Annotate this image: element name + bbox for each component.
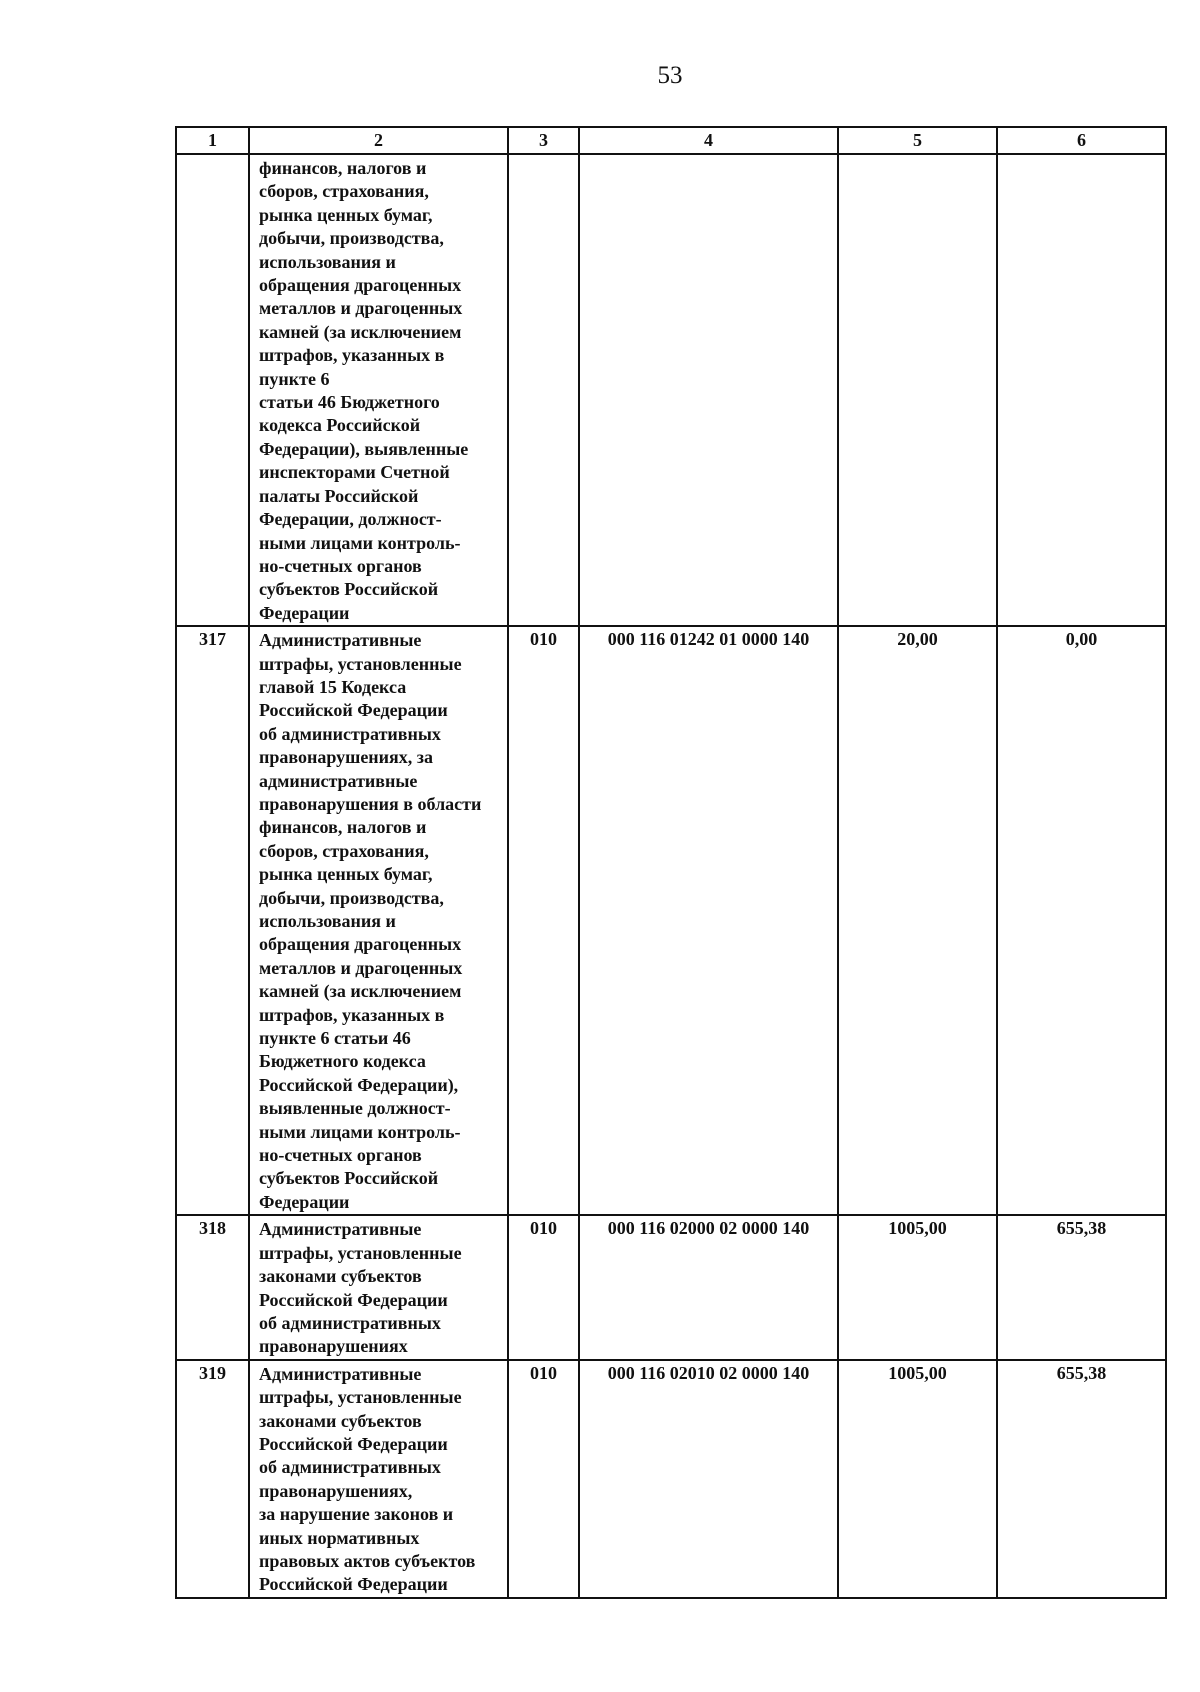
row-classification-code: [579, 154, 838, 626]
description-line: сборов, страхования,: [259, 840, 429, 861]
description-line: ными лицами контроль-: [259, 1121, 461, 1142]
description-line: Российской Федерации: [259, 1574, 448, 1595]
row-number: 317: [176, 626, 249, 1215]
description-line: Административные: [259, 630, 422, 651]
description-line: Административные: [259, 1219, 422, 1240]
description-line: металлов и драгоценных: [259, 298, 463, 319]
description-line: субъектов Российской: [259, 1168, 439, 1189]
header-col-2: 2: [249, 127, 508, 154]
description-line: штрафы, установленные: [259, 1242, 462, 1263]
description-line: добычи, производства,: [259, 887, 444, 908]
description-line: административные: [259, 770, 418, 791]
description-line: правонарушениях,: [259, 1480, 413, 1501]
row-classification-code: 000 116 02010 02 0000 140: [579, 1360, 838, 1598]
description-line: использования и: [259, 251, 396, 272]
row-number: 319: [176, 1360, 249, 1598]
description-line: кодекса Российской: [259, 415, 421, 436]
page-number: 53: [657, 62, 683, 89]
row-description: [249, 1215, 508, 1359]
description-line: металлов и драгоценных: [259, 957, 463, 978]
description-line: выявленные должност-: [259, 1098, 451, 1119]
row-code: 010: [508, 1215, 579, 1359]
description-line: обращения драгоценных: [259, 275, 462, 296]
description-line: за нарушение законов и: [259, 1504, 454, 1525]
description-line: камней (за исключением: [259, 981, 462, 1002]
row-number: 318: [176, 1215, 249, 1359]
description-line: Российской Федерации),: [259, 1074, 459, 1095]
description-line: инспекторами Счетной: [259, 462, 450, 483]
table-row: [176, 154, 1166, 626]
description-line: Федерации), выявленные: [259, 438, 469, 459]
row-value-actual: 655,38: [997, 1360, 1166, 1598]
description-line: финансов, налогов и: [259, 158, 427, 178]
description-line: законами субъектов: [259, 1266, 422, 1287]
table-row: [176, 1215, 1166, 1359]
description-line: ными лицами контроль-: [259, 532, 461, 553]
row-value-actual: 0,00: [997, 626, 1166, 1215]
row-description: [249, 154, 508, 626]
description-line: палаты Российской: [259, 485, 419, 506]
description-line: Бюджетного кодекса: [259, 1051, 426, 1072]
description-line: субъектов Российской: [259, 579, 439, 600]
description-line: правовых актов субъектов: [259, 1550, 476, 1571]
table-body: [176, 154, 1166, 1598]
description-line: главой 15 Кодекса: [259, 676, 407, 697]
description-line: но-счетных органов: [259, 555, 422, 576]
row-value-planned: [838, 154, 997, 626]
description-line: Федерации, должност-: [259, 509, 442, 530]
row-classification-code: 000 116 02000 02 0000 140: [579, 1215, 838, 1359]
description-line: пункте 6 статьи 46: [259, 1028, 411, 1049]
description-line: добычи, производства,: [259, 228, 444, 249]
table-header: [176, 127, 1166, 154]
row-classification-code: 000 116 01242 01 0000 140: [579, 626, 838, 1215]
budget-table: [175, 126, 1167, 1599]
row-code: 010: [508, 1360, 579, 1598]
description-line: Российской Федерации: [259, 1433, 448, 1454]
header-col-3: 3: [508, 127, 579, 154]
description-line: об административных: [259, 723, 441, 744]
description-line: обращения драгоценных: [259, 934, 462, 955]
description-line: Российской Федерации: [259, 700, 448, 721]
row-value-planned: 1005,00: [838, 1360, 997, 1598]
description-line: Российской Федерации: [259, 1289, 448, 1310]
description-line: правонарушениях: [259, 1336, 408, 1357]
description-line: Административные: [259, 1363, 422, 1384]
description-line: законами субъектов: [259, 1410, 422, 1431]
description-line: иных нормативных: [259, 1527, 420, 1548]
header-col-5: 5: [838, 127, 997, 154]
description-line: об административных: [259, 1457, 441, 1478]
header-col-4: 4: [579, 127, 838, 154]
description-line: пункте 6: [259, 368, 330, 389]
description-line: правонарушения в области: [259, 793, 482, 814]
description-line: использования и: [259, 911, 396, 931]
row-code: 010: [508, 626, 579, 1215]
row-description: [249, 626, 508, 1215]
row-value-actual: [997, 154, 1166, 626]
table-row: [176, 626, 1166, 1215]
description-line: статьи 46 Бюджетного: [259, 392, 440, 413]
description-line: рынка ценных бумаг,: [259, 204, 433, 225]
row-description: [249, 1360, 508, 1598]
description-line: финансов, налогов и: [259, 817, 427, 838]
description-line: рынка ценных бумаг,: [259, 864, 433, 885]
description-line: правонарушениях, за: [259, 747, 434, 768]
header-col-1: 1: [176, 127, 249, 154]
row-value-planned: 1005,00: [838, 1215, 997, 1359]
description-line: штрафы, установленные: [259, 1387, 462, 1408]
header-row: [176, 127, 1166, 154]
description-line: камней (за исключением: [259, 321, 462, 342]
table-row: [176, 1360, 1166, 1598]
description-line: но-счетных органов: [259, 1145, 422, 1166]
description-line: об административных: [259, 1312, 441, 1333]
description-line: штрафов, указанных в: [259, 345, 445, 366]
description-line: сборов, страхования,: [259, 181, 429, 202]
row-number: [176, 154, 249, 626]
row-value-actual: 655,38: [997, 1215, 1166, 1359]
description-line: штрафы, установленные: [259, 653, 462, 674]
description-line: Федерации: [259, 602, 350, 623]
header-col-6: 6: [997, 127, 1166, 154]
row-code: [508, 154, 579, 626]
description-line: штрафов, указанных в: [259, 1004, 445, 1025]
description-line: Федерации: [259, 1191, 350, 1212]
row-value-planned: 20,00: [838, 626, 997, 1215]
